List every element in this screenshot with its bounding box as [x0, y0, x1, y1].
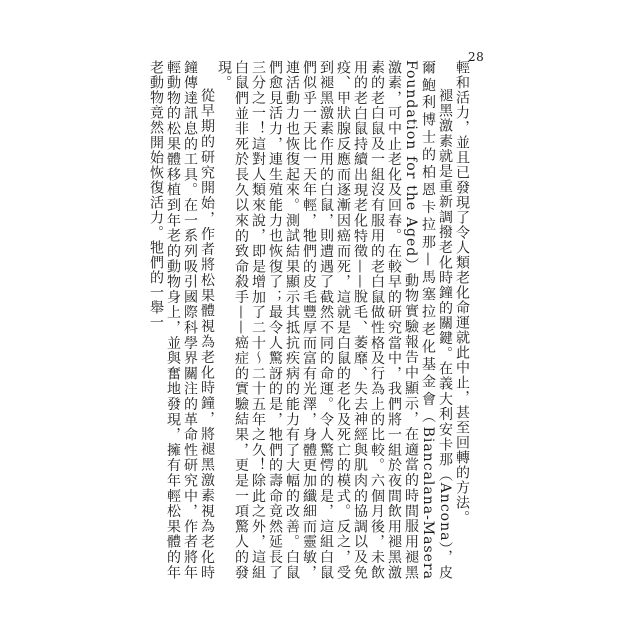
- paragraph-1: 輕和活力，並且已發現了令人類老化命運就此中止，甚至回轉的方法。: [454, 60, 470, 525]
- page-number: 28: [468, 50, 485, 64]
- paragraph-3: 從早期的研究開始，作者將松果體視為老化時鐘，將褪黑激素視為老化時鐘傳達訊息的工具。在一系列吸引國際科學界關注的革命性研究中，作者將年輕動物的松果體移植到年老的動物身上，並與奮地發現，擁有年輕松果體的年老動物竟然開始恢復活力。牠們的一舉一: [148, 60, 215, 580]
- paragraph-2: 褪黑激素就是重新調撥老化時鐘的關鍵。在義大利安卡那（Ancona），皮爾鮑利博士的柏恩卡拉那—馬塞拉老化基金會（Biancalana-Masera Foundation for the Aged）動物實驗報告中顯示，在適當的時間服用褪黑激素，可中止老化及回春。在較早的研究當中，我們將一組於夜間飲用褪黑激素的老白鼠及一組沒有服用的老白鼠做性格及行為上的比較。六個月後，未飲用的老白鼠持續出現老化特徵——脫毛、萎靡、失去神經與肌肉的協調以及免疫、甲狀腺反應而逐漸因癌而死，這就是白鼠的老化及死亡的模式。反之，受到褪黑激素作用的白鼠，則遭遇了截然不同的命運。令人驚愕的是，這組白鼠們似乎一天比一天年輕，牠們的皮毛豐厚而富有光澤，身體更加纖細而靈敏，連活動力也恢復起來。測試結果顯示其抵抗疾病的能力有了大幅的改善。白鼠們愈見活力，連生殖能力也恢復了；最令人驚訝的是，牠們的壽命竟然延長了三分之一！這對人類來說，即是增加了二十～二十五年之久！除此之外，這組白鼠們並非死於長久以來的致命殺手——癌症的實驗結果，更是一項驚人的發現。: [216, 60, 453, 580]
- vertical-text-body: [148, 60, 470, 580]
